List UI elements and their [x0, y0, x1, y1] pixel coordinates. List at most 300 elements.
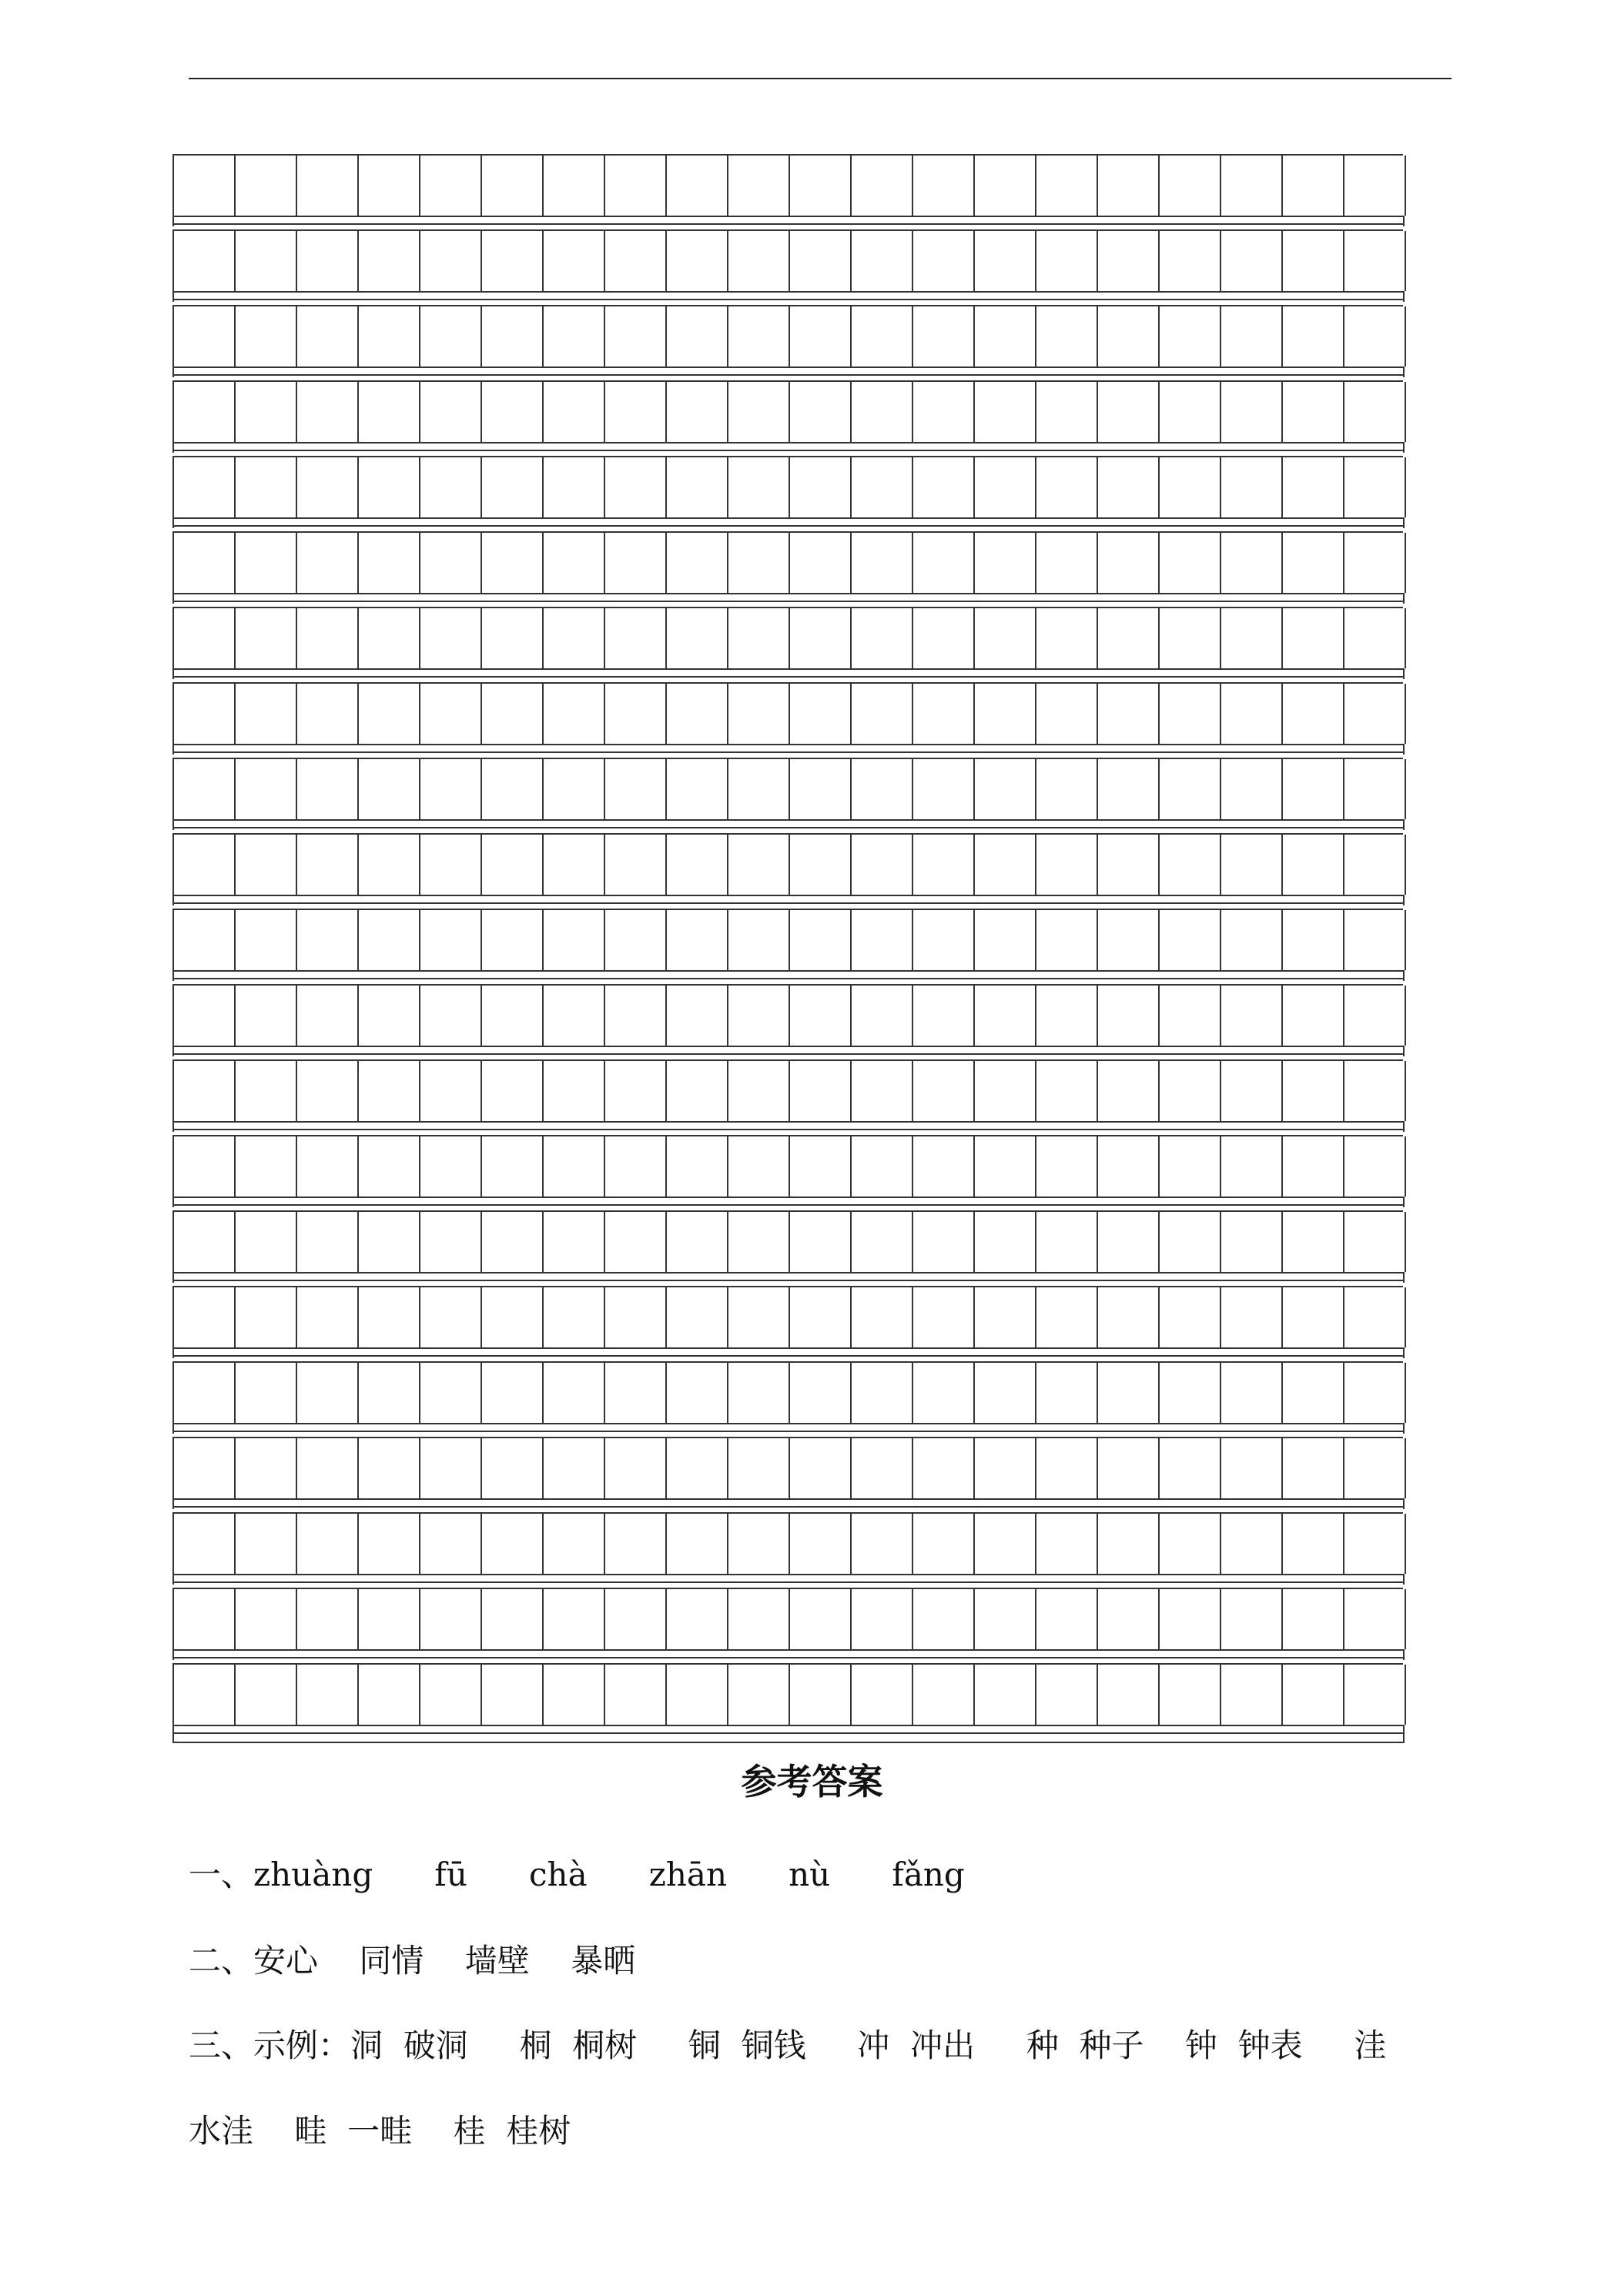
- grid-cell: [174, 306, 236, 366]
- grid-cell: [1160, 835, 1221, 895]
- grid-cell: [482, 684, 544, 744]
- grid-cell: [1221, 533, 1283, 593]
- grid-cell: [174, 910, 236, 970]
- grid-cells: [172, 229, 1403, 293]
- grid-cell: [790, 156, 852, 216]
- grid-cell: [667, 1438, 728, 1498]
- grid-cell: [1036, 533, 1098, 593]
- grid-cell: [1036, 1136, 1098, 1197]
- grid-cell: [790, 1061, 852, 1121]
- grid-row-gap: [172, 1046, 1405, 1056]
- grid-cell: [482, 910, 544, 970]
- grid-cell: [913, 1287, 975, 1347]
- grid-cell: [605, 684, 667, 744]
- grid-cell: [1160, 1212, 1221, 1272]
- grid-cell: [1160, 457, 1221, 517]
- grid-cell: [852, 1438, 913, 1498]
- grid-cell: [1221, 1136, 1283, 1197]
- grid-cell: [544, 608, 605, 668]
- grid-cells: [172, 682, 1403, 745]
- grid-cell: [728, 1287, 790, 1347]
- grid-cell: [420, 608, 482, 668]
- grid-row-gap: [172, 216, 1405, 226]
- grid-cell: [975, 1061, 1036, 1121]
- grid-cell: [359, 986, 420, 1046]
- grid-cell: [359, 1514, 420, 1574]
- grid-cell: [1036, 156, 1098, 216]
- answer-line-1: 一、zhuàng fū chà zhān nù fǎng: [189, 1856, 965, 1893]
- grid-cell: [852, 457, 913, 517]
- grid-cell: [1344, 1061, 1406, 1121]
- grid-cell: [1036, 1438, 1098, 1498]
- grid-cell: [174, 231, 236, 291]
- grid-cell: [1036, 1514, 1098, 1574]
- grid-cell: [852, 835, 913, 895]
- grid-cell: [174, 156, 236, 216]
- grid-cell: [236, 306, 297, 366]
- grid-cell: [1160, 1589, 1221, 1649]
- grid-cell: [420, 1589, 482, 1649]
- grid-cell: [544, 1514, 605, 1574]
- grid-cell: [790, 457, 852, 517]
- grid-cell: [913, 986, 975, 1046]
- grid-cell: [852, 1514, 913, 1574]
- grid-cell: [1221, 1061, 1283, 1121]
- grid-cell: [1283, 156, 1344, 216]
- grid-cell: [359, 1363, 420, 1423]
- grid-cell: [605, 306, 667, 366]
- grid-cell: [420, 1514, 482, 1574]
- grid-cell: [297, 306, 359, 366]
- grid-row: [172, 531, 1405, 607]
- grid-cell: [1283, 835, 1344, 895]
- grid-cell: [482, 608, 544, 668]
- grid-cell: [1221, 1589, 1283, 1649]
- grid-cell: [852, 231, 913, 291]
- grid-row-gap: [172, 744, 1405, 755]
- grid-cell: [1283, 1287, 1344, 1347]
- grid-cell: [975, 684, 1036, 744]
- grid-cell: [790, 1136, 852, 1197]
- grid-cell: [544, 457, 605, 517]
- grid-cell: [790, 1514, 852, 1574]
- grid-cell: [1160, 231, 1221, 291]
- grid-cell: [359, 1438, 420, 1498]
- grid-cell: [913, 306, 975, 366]
- grid-cell: [544, 382, 605, 442]
- grid-cell: [728, 156, 790, 216]
- grid-cell: [420, 1665, 482, 1725]
- grid-cell: [1036, 1061, 1098, 1121]
- grid-cell: [605, 1136, 667, 1197]
- grid-cell: [1344, 1363, 1406, 1423]
- grid-cell: [852, 684, 913, 744]
- grid-cell: [1344, 382, 1406, 442]
- grid-cell: [482, 533, 544, 593]
- grid-cell: [728, 759, 790, 819]
- grid-cell: [1344, 1665, 1406, 1725]
- grid-cell: [420, 986, 482, 1046]
- grid-cell: [913, 835, 975, 895]
- grid-cell: [1098, 1438, 1160, 1498]
- grid-cell: [1036, 684, 1098, 744]
- grid-cell: [1344, 1212, 1406, 1272]
- grid-cell: [1283, 1665, 1344, 1725]
- grid-cell: [544, 1287, 605, 1347]
- grid-cell: [544, 910, 605, 970]
- grid-cell: [1221, 1363, 1283, 1423]
- grid-cell: [852, 986, 913, 1046]
- grid-cell: [544, 986, 605, 1046]
- grid-cell: [544, 1665, 605, 1725]
- grid-cells: [172, 1286, 1403, 1349]
- grid-cell: [975, 1514, 1036, 1574]
- grid-cell: [605, 1212, 667, 1272]
- grid-cell: [1160, 306, 1221, 366]
- grid-row-gap: [172, 1197, 1405, 1207]
- grid-cell: [1160, 156, 1221, 216]
- grid-cell: [605, 759, 667, 819]
- grid-cells: [172, 833, 1403, 896]
- grid-row: [172, 456, 1405, 531]
- grid-cell: [1344, 910, 1406, 970]
- grid-cell: [1160, 1363, 1221, 1423]
- grid-cell: [1283, 1061, 1344, 1121]
- grid-cell: [1283, 306, 1344, 366]
- grid-cell: [852, 1363, 913, 1423]
- grid-cell: [1098, 1665, 1160, 1725]
- grid-cell: [359, 1061, 420, 1121]
- grid-cell: [975, 759, 1036, 819]
- grid-cell: [359, 306, 420, 366]
- grid-cell: [1036, 835, 1098, 895]
- grid-row: [172, 1135, 1405, 1210]
- grid-cell: [728, 910, 790, 970]
- grid-cell: [667, 910, 728, 970]
- grid-cell: [482, 457, 544, 517]
- grid-cells: [172, 1437, 1403, 1500]
- grid-row: [172, 1663, 1405, 1745]
- grid-cell: [1344, 1287, 1406, 1347]
- grid-cell: [667, 306, 728, 366]
- grid-cell: [913, 1363, 975, 1423]
- grid-cell: [1036, 306, 1098, 366]
- grid-cell: [359, 835, 420, 895]
- grid-cell: [1344, 1438, 1406, 1498]
- grid-cell: [975, 986, 1036, 1046]
- grid-row-gap: [172, 1347, 1405, 1358]
- grid-cell: [544, 1212, 605, 1272]
- grid-row-gap: [172, 517, 1405, 528]
- grid-cell: [1344, 608, 1406, 668]
- grid-cell: [1221, 1514, 1283, 1574]
- grid-cells: [172, 305, 1403, 368]
- grid-cell: [420, 1212, 482, 1272]
- grid-cell: [605, 1589, 667, 1649]
- grid-cell: [297, 608, 359, 668]
- grid-cell: [1160, 1287, 1221, 1347]
- grid-cell: [1221, 382, 1283, 442]
- grid-cells: [172, 1059, 1403, 1123]
- grid-row: [172, 909, 1405, 984]
- grid-cell: [852, 1136, 913, 1197]
- grid-cell: [359, 1589, 420, 1649]
- grid-cell: [1160, 910, 1221, 970]
- grid-cell: [236, 457, 297, 517]
- grid-cell: [482, 1287, 544, 1347]
- grid-cell: [1036, 986, 1098, 1046]
- grid-cell: [728, 382, 790, 442]
- grid-cell: [1283, 533, 1344, 593]
- grid-cell: [790, 608, 852, 668]
- grid-cell: [1036, 1212, 1098, 1272]
- grid-cell: [1098, 231, 1160, 291]
- grid-cell: [667, 1665, 728, 1725]
- grid-cell: [667, 759, 728, 819]
- grid-cell: [297, 1363, 359, 1423]
- grid-cell: [544, 1589, 605, 1649]
- grid-cell: [297, 835, 359, 895]
- grid-cell: [1098, 306, 1160, 366]
- grid-cell: [297, 684, 359, 744]
- grid-cell: [728, 1363, 790, 1423]
- grid-cell: [728, 1589, 790, 1649]
- grid-cell: [482, 1212, 544, 1272]
- grid-cell: [174, 1589, 236, 1649]
- grid-cell: [1283, 231, 1344, 291]
- grid-cell: [913, 1665, 975, 1725]
- grid-row-gap: [172, 442, 1405, 453]
- grid-cell: [1221, 835, 1283, 895]
- grid-row: [172, 229, 1405, 305]
- grid-cell: [174, 533, 236, 593]
- grid-cell: [544, 156, 605, 216]
- grid-cell: [667, 1514, 728, 1574]
- grid-cell: [852, 759, 913, 819]
- grid-cell: [420, 533, 482, 593]
- grid-cell: [1221, 306, 1283, 366]
- grid-cell: [790, 306, 852, 366]
- grid-cells: [172, 607, 1403, 670]
- grid-cell: [482, 986, 544, 1046]
- grid-cell: [975, 457, 1036, 517]
- grid-cell: [605, 1514, 667, 1574]
- grid-cell: [852, 1212, 913, 1272]
- grid-cell: [297, 1212, 359, 1272]
- grid-cell: [1221, 156, 1283, 216]
- grid-cell: [852, 533, 913, 593]
- grid-cell: [420, 1438, 482, 1498]
- grid-cell: [1098, 986, 1160, 1046]
- grid-cell: [1283, 986, 1344, 1046]
- grid-row: [172, 1437, 1405, 1512]
- grid-cells: [172, 531, 1403, 594]
- grid-cell: [728, 1665, 790, 1725]
- grid-cell: [605, 835, 667, 895]
- grid-cell: [1036, 231, 1098, 291]
- grid-cell: [420, 759, 482, 819]
- grid-row-gap: [172, 970, 1405, 981]
- grid-cell: [1344, 306, 1406, 366]
- grid-row-gap: [172, 1121, 1405, 1132]
- grid-row: [172, 984, 1405, 1059]
- grid-cell: [1221, 1287, 1283, 1347]
- answer-line-2: 二、安心 同情 墙壁 暴晒: [189, 1942, 636, 1980]
- grid-cell: [359, 910, 420, 970]
- grid-row: [172, 1361, 1405, 1437]
- grid-cell: [359, 457, 420, 517]
- grid-cell: [236, 684, 297, 744]
- grid-cell: [544, 1363, 605, 1423]
- grid-cell: [975, 1136, 1036, 1197]
- grid-cell: [174, 986, 236, 1046]
- grid-cell: [1221, 231, 1283, 291]
- grid-cell: [1221, 1665, 1283, 1725]
- grid-cell: [667, 382, 728, 442]
- grid-row: [172, 682, 1405, 758]
- grid-cell: [359, 231, 420, 291]
- grid-cell: [544, 231, 605, 291]
- grid-row-gap: [172, 366, 1405, 377]
- grid-row-gap: [172, 1272, 1405, 1283]
- grid-cell: [236, 608, 297, 668]
- grid-cell: [174, 457, 236, 517]
- grid-cell: [482, 1363, 544, 1423]
- grid-cell: [1098, 1514, 1160, 1574]
- grid-cell: [605, 1438, 667, 1498]
- grid-cell: [174, 608, 236, 668]
- grid-cell: [1344, 986, 1406, 1046]
- grid-cell: [790, 835, 852, 895]
- grid-cell: [359, 382, 420, 442]
- grid-cell: [174, 1514, 236, 1574]
- grid-row: [172, 758, 1405, 833]
- grid-cell: [236, 1514, 297, 1574]
- grid-cell: [174, 1136, 236, 1197]
- grid-cell: [482, 1514, 544, 1574]
- grid-cell: [1036, 1589, 1098, 1649]
- grid-cell: [1098, 608, 1160, 668]
- grid-cell: [297, 986, 359, 1046]
- grid-cell: [1344, 1514, 1406, 1574]
- grid-cell: [297, 1589, 359, 1649]
- grid-cell: [1283, 1438, 1344, 1498]
- grid-cell: [605, 231, 667, 291]
- answer-line-3: 三、示例：洞 破洞 桐 桐树 铜 铜钱 冲 冲出 种 种子 钟 钟表 洼: [189, 2027, 1387, 2064]
- grid-cell: [605, 1363, 667, 1423]
- grid-cell: [1160, 533, 1221, 593]
- grid-cell: [1036, 457, 1098, 517]
- grid-row-gap: [172, 291, 1405, 302]
- grid-cell: [297, 231, 359, 291]
- grid-cell: [728, 231, 790, 291]
- grid-cell: [420, 1136, 482, 1197]
- grid-row-gap: [172, 895, 1405, 905]
- grid-cell: [852, 1665, 913, 1725]
- grid-cell: [1221, 1212, 1283, 1272]
- grid-cell: [297, 457, 359, 517]
- grid-cell: [236, 1287, 297, 1347]
- grid-cell: [975, 1438, 1036, 1498]
- grid-cell: [667, 457, 728, 517]
- grid-cell: [852, 156, 913, 216]
- grid-cell: [1221, 1438, 1283, 1498]
- grid-cell: [1098, 910, 1160, 970]
- grid-cells: [172, 1588, 1403, 1651]
- grid-cell: [605, 533, 667, 593]
- grid-cell: [1160, 1061, 1221, 1121]
- grid-cell: [1221, 457, 1283, 517]
- grid-cell: [1160, 759, 1221, 819]
- grid-cell: [728, 1061, 790, 1121]
- grid-cells: [172, 984, 1403, 1047]
- grid-row-gap: [172, 819, 1405, 830]
- grid-cell: [728, 306, 790, 366]
- grid-cell: [1160, 684, 1221, 744]
- grid-cell: [667, 986, 728, 1046]
- grid-cell: [297, 156, 359, 216]
- grid-row-gap: [172, 668, 1405, 679]
- grid-cell: [913, 1212, 975, 1272]
- grid-cell: [297, 759, 359, 819]
- grid-cell: [420, 306, 482, 366]
- grid-cell: [297, 1514, 359, 1574]
- grid-cell: [297, 1136, 359, 1197]
- grid-cell: [913, 231, 975, 291]
- grid-cell: [728, 533, 790, 593]
- grid-cell: [359, 1212, 420, 1272]
- grid-cell: [297, 1665, 359, 1725]
- grid-cell: [482, 1665, 544, 1725]
- grid-cell: [236, 156, 297, 216]
- grid-cell: [975, 231, 1036, 291]
- grid-cell: [297, 1438, 359, 1498]
- grid-cell: [852, 1287, 913, 1347]
- grid-row: [172, 154, 1405, 229]
- grid-cells: [172, 1361, 1403, 1424]
- grid-cell: [913, 1136, 975, 1197]
- grid-cell: [790, 1212, 852, 1272]
- grid-cell: [236, 1136, 297, 1197]
- grid-cell: [605, 986, 667, 1046]
- grid-cell: [174, 684, 236, 744]
- grid-cell: [728, 986, 790, 1046]
- grid-cell: [482, 1061, 544, 1121]
- grid-cell: [236, 533, 297, 593]
- grid-cell: [728, 1438, 790, 1498]
- grid-cell: [913, 759, 975, 819]
- grid-cell: [1036, 382, 1098, 442]
- grid-cell: [852, 1589, 913, 1649]
- grid-cell: [605, 382, 667, 442]
- grid-cell: [236, 1589, 297, 1649]
- grid-cell: [975, 1363, 1036, 1423]
- grid-cell: [852, 382, 913, 442]
- grid-cell: [1036, 759, 1098, 819]
- grid-cell: [790, 382, 852, 442]
- grid-cell: [975, 306, 1036, 366]
- grid-cell: [420, 835, 482, 895]
- grid-cell: [359, 608, 420, 668]
- grid-cell: [1098, 533, 1160, 593]
- grid-cell: [913, 533, 975, 593]
- grid-cell: [236, 1363, 297, 1423]
- grid-cell: [667, 1363, 728, 1423]
- grid-row-gap: [172, 1498, 1405, 1509]
- grid-cell: [1036, 1665, 1098, 1725]
- grid-cell: [605, 910, 667, 970]
- grid-cell: [913, 382, 975, 442]
